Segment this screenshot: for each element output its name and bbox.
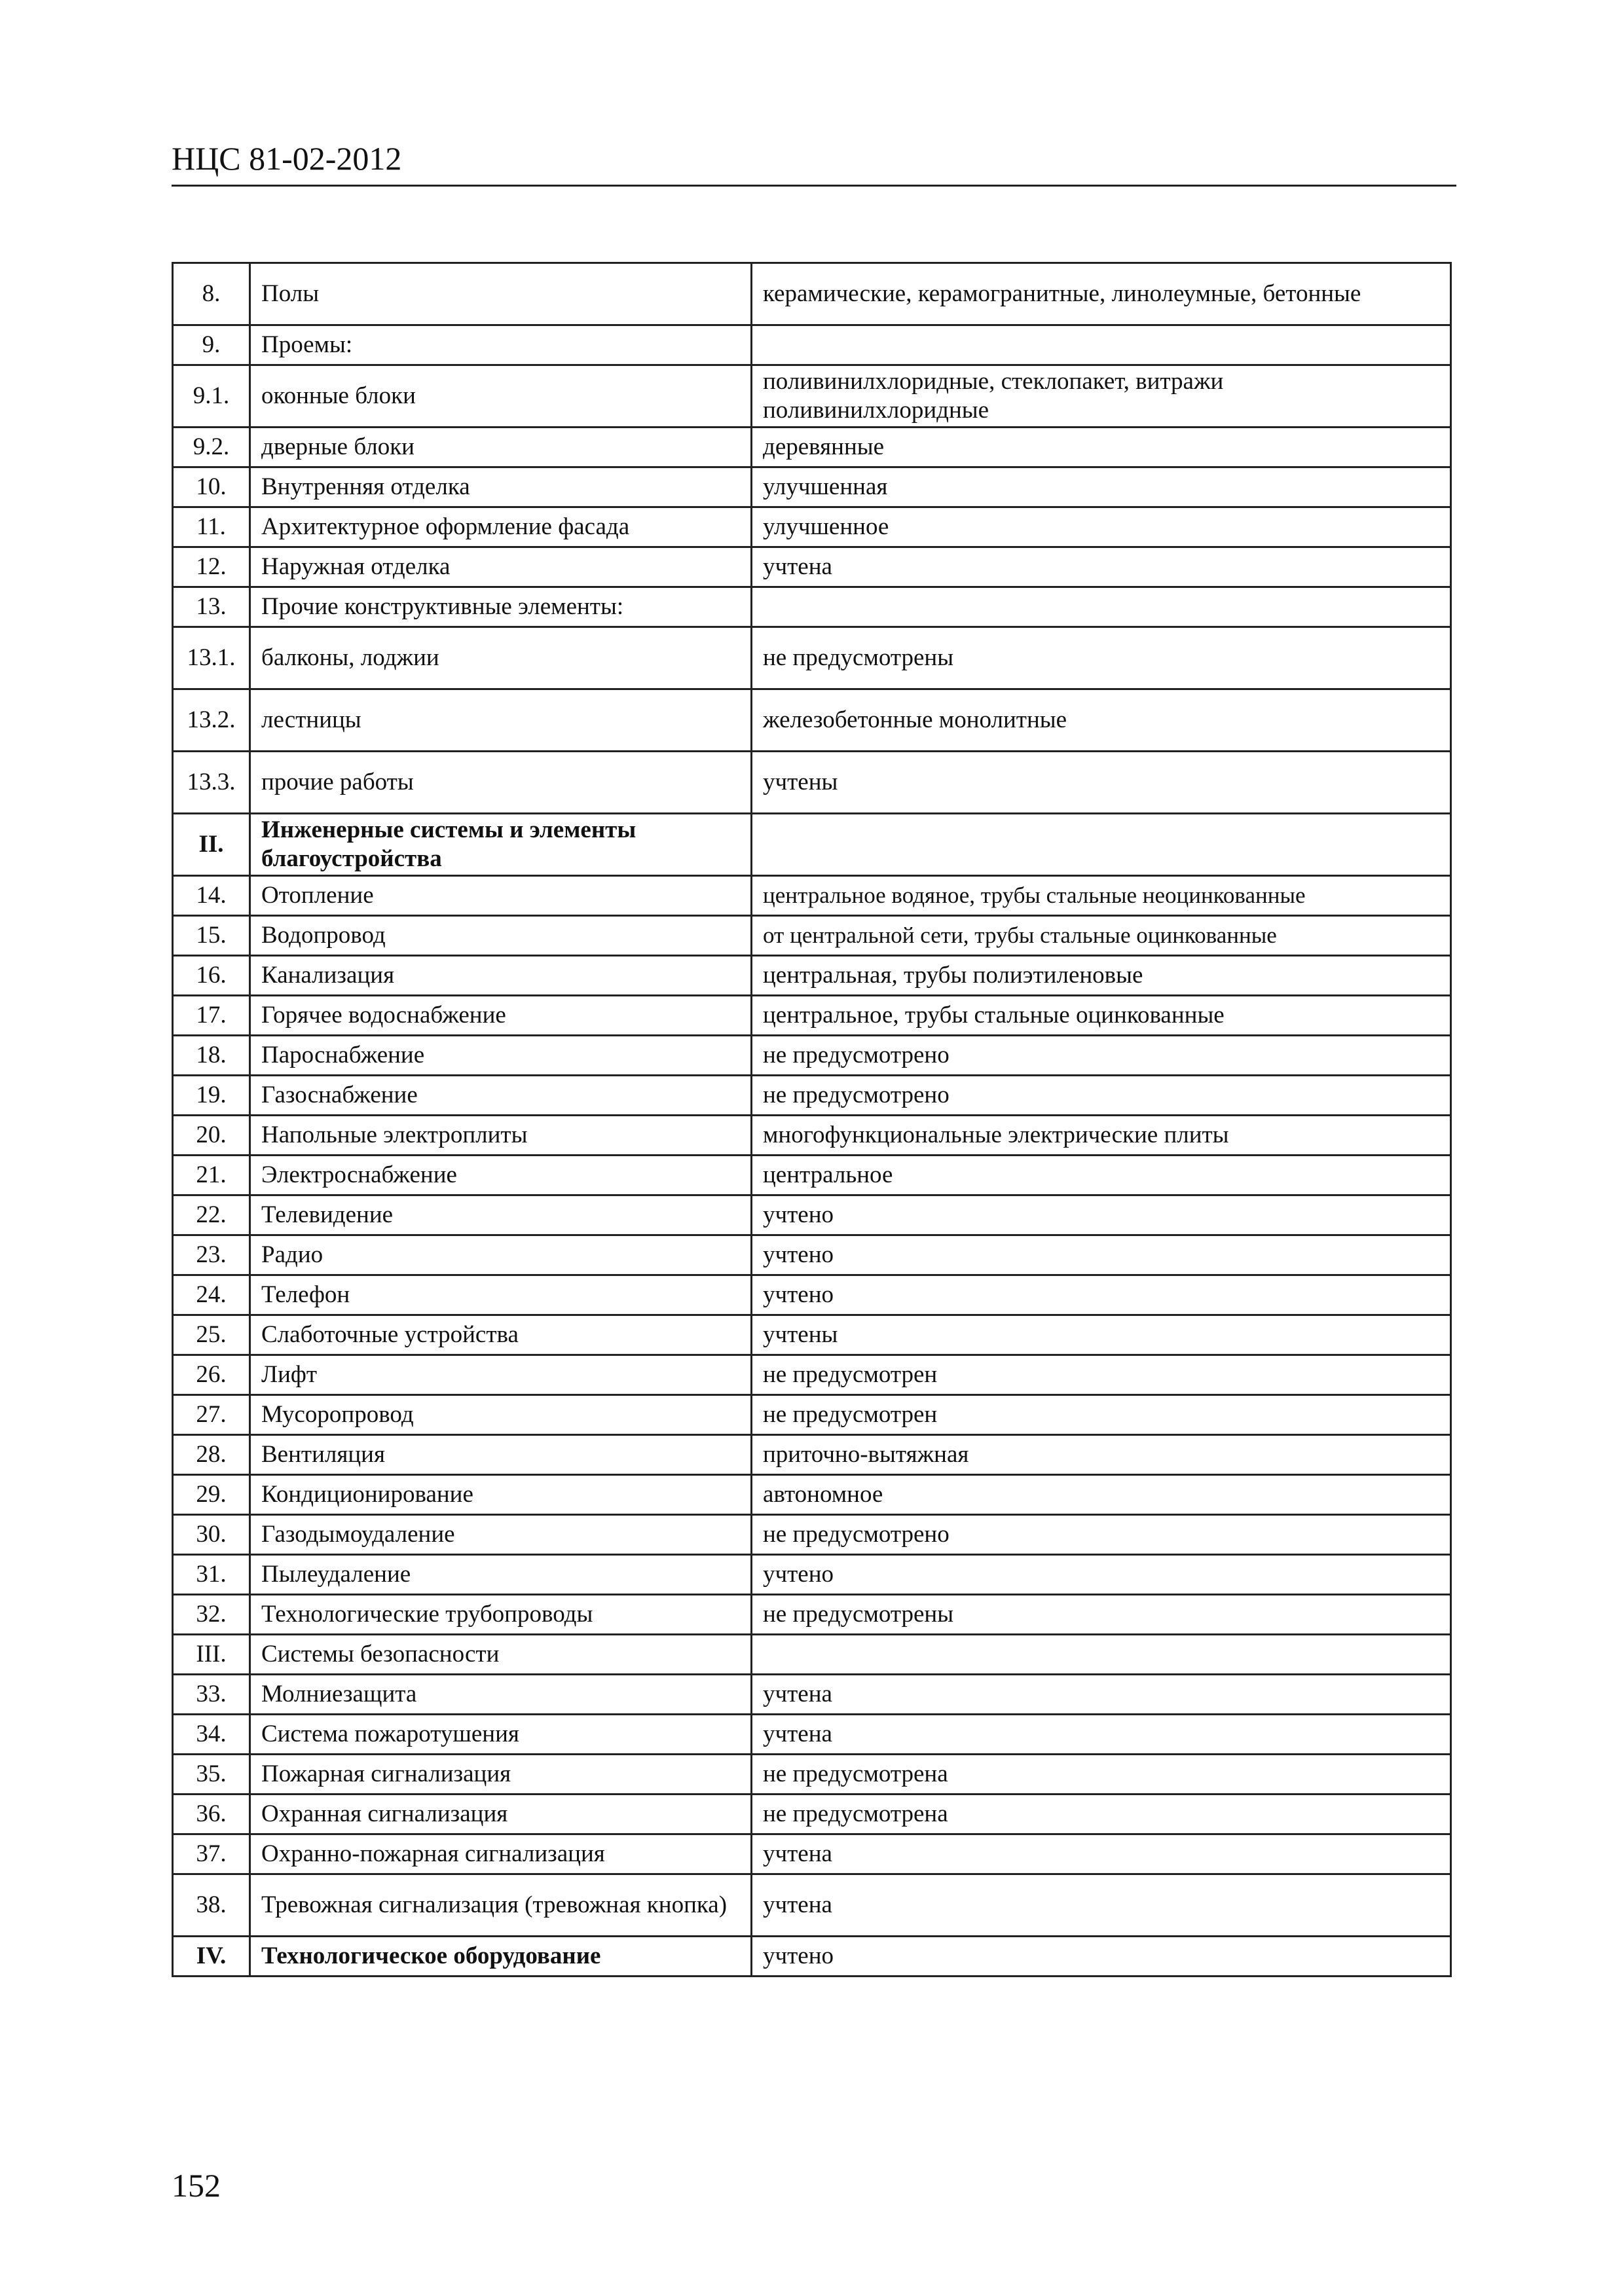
table-row bbox=[173, 428, 1451, 467]
table-row bbox=[173, 1555, 1451, 1595]
row-name-cell: Технологические трубопроводы bbox=[250, 1595, 752, 1635]
row-value-cell: поливинилхлоридные, стеклопакет, витражи поливинилхлоридные bbox=[752, 365, 1451, 428]
row-value-cell: от центральной сети, трубы стальные оцинкованные bbox=[752, 916, 1451, 956]
row-name-cell: Кондиционирование bbox=[250, 1475, 752, 1515]
row-number-cell: 16. bbox=[173, 956, 250, 996]
row-value-cell: не предусмотрены bbox=[752, 1595, 1451, 1635]
table-row bbox=[173, 547, 1451, 587]
table-row bbox=[173, 1435, 1451, 1475]
table-row bbox=[173, 996, 1451, 1036]
row-name-cell: Молниезащита bbox=[250, 1675, 752, 1715]
row-name-cell: Радио bbox=[250, 1235, 752, 1275]
row-value-cell: учтена bbox=[752, 1715, 1451, 1755]
row-number-cell: 17. bbox=[173, 996, 250, 1036]
table-body bbox=[173, 263, 1451, 1977]
row-name-cell: Инженерные системы и элементы благоустройства bbox=[250, 814, 752, 876]
table-row bbox=[173, 325, 1451, 365]
row-number-cell: 29. bbox=[173, 1475, 250, 1515]
row-value-cell: улучшенное bbox=[752, 507, 1451, 547]
row-value-cell: учтено bbox=[752, 1937, 1451, 1977]
table-row bbox=[173, 1355, 1451, 1395]
row-value-cell: не предусмотрена bbox=[752, 1755, 1451, 1795]
row-number-cell: 14. bbox=[173, 876, 250, 916]
row-number-cell: 15. bbox=[173, 916, 250, 956]
row-value-cell: учтена bbox=[752, 1834, 1451, 1874]
row-name-cell: Технологическое оборудование bbox=[250, 1937, 752, 1977]
row-number-cell: 36. bbox=[173, 1795, 250, 1834]
table-row bbox=[173, 1315, 1451, 1355]
table-row bbox=[173, 1036, 1451, 1076]
row-name-cell: Телевидение bbox=[250, 1195, 752, 1235]
table-row bbox=[173, 1515, 1451, 1555]
row-value-cell: центральная, трубы полиэтиленовые bbox=[752, 956, 1451, 996]
row-number-cell: 13.3. bbox=[173, 752, 250, 814]
row-name-cell: прочие работы bbox=[250, 752, 752, 814]
row-number-cell: 35. bbox=[173, 1755, 250, 1795]
row-value-cell: учтены bbox=[752, 752, 1451, 814]
row-value-cell: учтена bbox=[752, 1675, 1451, 1715]
row-value-cell: учтены bbox=[752, 1315, 1451, 1355]
row-value-cell bbox=[752, 587, 1451, 627]
table-row bbox=[173, 1755, 1451, 1795]
row-name-cell: Пожарная сигнализация bbox=[250, 1755, 752, 1795]
row-number-cell: 19. bbox=[173, 1076, 250, 1116]
row-value-cell: учтено bbox=[752, 1275, 1451, 1315]
row-number-cell: 10. bbox=[173, 467, 250, 507]
row-number-cell: 13.1. bbox=[173, 627, 250, 689]
page-number: 152 bbox=[172, 2167, 221, 2204]
row-number-cell: 30. bbox=[173, 1515, 250, 1555]
row-number-cell: 13.2. bbox=[173, 689, 250, 752]
row-name-cell: Отопление bbox=[250, 876, 752, 916]
row-name-cell: Газоснабжение bbox=[250, 1076, 752, 1116]
row-number-cell: 18. bbox=[173, 1036, 250, 1076]
row-name-cell: Наружная отделка bbox=[250, 547, 752, 587]
table-row bbox=[173, 876, 1451, 916]
row-name-cell: Прочие конструктивные элементы: bbox=[250, 587, 752, 627]
table-row bbox=[173, 263, 1451, 325]
table-row bbox=[173, 1874, 1451, 1937]
row-number-cell: 32. bbox=[173, 1595, 250, 1635]
table-row bbox=[173, 365, 1451, 428]
table-row bbox=[173, 1076, 1451, 1116]
row-number-cell: 34. bbox=[173, 1715, 250, 1755]
table-row bbox=[173, 814, 1451, 876]
row-name-cell: дверные блоки bbox=[250, 428, 752, 467]
row-value-cell: учтена bbox=[752, 547, 1451, 587]
row-number-cell: 11. bbox=[173, 507, 250, 547]
table-row bbox=[173, 689, 1451, 752]
row-name-cell: Охранная сигнализация bbox=[250, 1795, 752, 1834]
row-name-cell: Телефон bbox=[250, 1275, 752, 1315]
row-value-cell: деревянные bbox=[752, 428, 1451, 467]
row-number-cell: III. bbox=[173, 1635, 250, 1675]
row-name-cell: Водопровод bbox=[250, 916, 752, 956]
row-name-cell: Напольные электроплиты bbox=[250, 1116, 752, 1156]
row-number-cell: 13. bbox=[173, 587, 250, 627]
table-row bbox=[173, 1937, 1451, 1977]
row-value-cell: не предусмотрен bbox=[752, 1395, 1451, 1435]
row-number-cell: 31. bbox=[173, 1555, 250, 1595]
row-name-cell: Пылеудаление bbox=[250, 1555, 752, 1595]
table-row bbox=[173, 1795, 1451, 1834]
row-number-cell: 37. bbox=[173, 1834, 250, 1874]
row-name-cell: оконные блоки bbox=[250, 365, 752, 428]
row-number-cell: 27. bbox=[173, 1395, 250, 1435]
row-value-cell: учтено bbox=[752, 1195, 1451, 1235]
row-number-cell: 20. bbox=[173, 1116, 250, 1156]
row-value-cell: не предусмотрена bbox=[752, 1795, 1451, 1834]
table-row bbox=[173, 1156, 1451, 1195]
row-name-cell: Пароснабжение bbox=[250, 1036, 752, 1076]
row-number-cell: 25. bbox=[173, 1315, 250, 1355]
row-name-cell: Полы bbox=[250, 263, 752, 325]
table-row bbox=[173, 587, 1451, 627]
row-name-cell: Канализация bbox=[250, 956, 752, 996]
row-number-cell: 9.1. bbox=[173, 365, 250, 428]
row-name-cell: Охранно-пожарная сигнализация bbox=[250, 1834, 752, 1874]
table-row bbox=[173, 1635, 1451, 1675]
row-number-cell: 9. bbox=[173, 325, 250, 365]
row-value-cell: керамические, керамогранитные, линолеумные, бетонные bbox=[752, 263, 1451, 325]
row-name-cell: Тревожная сигнализация (тревожная кнопка) bbox=[250, 1874, 752, 1937]
row-number-cell: 28. bbox=[173, 1435, 250, 1475]
row-value-cell: центральное водяное, трубы стальные неоцинкованные bbox=[752, 876, 1451, 916]
row-name-cell: Внутренняя отделка bbox=[250, 467, 752, 507]
table-row bbox=[173, 1395, 1451, 1435]
row-value-cell: учтена bbox=[752, 1874, 1451, 1937]
header-divider bbox=[172, 185, 1456, 187]
row-number-cell: 21. bbox=[173, 1156, 250, 1195]
row-name-cell: Архитектурное оформление фасада bbox=[250, 507, 752, 547]
row-value-cell bbox=[752, 325, 1451, 365]
row-number-cell: 8. bbox=[173, 263, 250, 325]
row-value-cell bbox=[752, 1635, 1451, 1675]
row-value-cell: улучшенная bbox=[752, 467, 1451, 507]
table-row bbox=[173, 507, 1451, 547]
row-name-cell: Система пожаротушения bbox=[250, 1715, 752, 1755]
table-row bbox=[173, 467, 1451, 507]
row-number-cell: 33. bbox=[173, 1675, 250, 1715]
row-value-cell: не предусмотрено bbox=[752, 1076, 1451, 1116]
table-row bbox=[173, 627, 1451, 689]
row-value-cell: многофункциональные электрические плиты bbox=[752, 1116, 1451, 1156]
table-row bbox=[173, 1275, 1451, 1315]
row-number-cell: II. bbox=[173, 814, 250, 876]
row-name-cell: Электроснабжение bbox=[250, 1156, 752, 1195]
row-number-cell: 22. bbox=[173, 1195, 250, 1235]
row-name-cell: Лифт bbox=[250, 1355, 752, 1395]
row-value-cell: железобетонные монолитные bbox=[752, 689, 1451, 752]
row-number-cell: 38. bbox=[173, 1874, 250, 1937]
table-row bbox=[173, 956, 1451, 996]
row-value-cell: учтено bbox=[752, 1555, 1451, 1595]
table-row bbox=[173, 1235, 1451, 1275]
row-number-cell: 26. bbox=[173, 1355, 250, 1395]
row-value-cell: не предусмотрены bbox=[752, 627, 1451, 689]
row-number-cell: 12. bbox=[173, 547, 250, 587]
row-name-cell: Слаботочные устройства bbox=[250, 1315, 752, 1355]
row-name-cell: балконы, лоджии bbox=[250, 627, 752, 689]
table-row bbox=[173, 1675, 1451, 1715]
row-name-cell: Проемы: bbox=[250, 325, 752, 365]
row-value-cell: не предусмотрен bbox=[752, 1355, 1451, 1395]
table-row bbox=[173, 916, 1451, 956]
table-row bbox=[173, 752, 1451, 814]
table-row bbox=[173, 1834, 1451, 1874]
table-row bbox=[173, 1475, 1451, 1515]
table-row bbox=[173, 1595, 1451, 1635]
row-value-cell: учтено bbox=[752, 1235, 1451, 1275]
row-value-cell: не предусмотрено bbox=[752, 1036, 1451, 1076]
row-value-cell bbox=[752, 814, 1451, 876]
row-value-cell: автономное bbox=[752, 1475, 1451, 1515]
row-value-cell: центральное bbox=[752, 1156, 1451, 1195]
row-value-cell: центральное, трубы стальные оцинкованные bbox=[752, 996, 1451, 1036]
specification-table bbox=[172, 262, 1452, 1977]
document-code-header: НЦС 81-02-2012 bbox=[172, 140, 402, 177]
row-name-cell: лестницы bbox=[250, 689, 752, 752]
row-number-cell: IV. bbox=[173, 1937, 250, 1977]
table-row bbox=[173, 1195, 1451, 1235]
table-row bbox=[173, 1715, 1451, 1755]
row-name-cell: Горячее водоснабжение bbox=[250, 996, 752, 1036]
row-name-cell: Мусоропровод bbox=[250, 1395, 752, 1435]
row-number-cell: 23. bbox=[173, 1235, 250, 1275]
row-value-cell: приточно-вытяжная bbox=[752, 1435, 1451, 1475]
row-name-cell: Газодымоудаление bbox=[250, 1515, 752, 1555]
row-name-cell: Вентиляция bbox=[250, 1435, 752, 1475]
row-number-cell: 9.2. bbox=[173, 428, 250, 467]
row-value-cell: не предусмотрено bbox=[752, 1515, 1451, 1555]
row-name-cell: Системы безопасности bbox=[250, 1635, 752, 1675]
row-number-cell: 24. bbox=[173, 1275, 250, 1315]
table-row bbox=[173, 1116, 1451, 1156]
